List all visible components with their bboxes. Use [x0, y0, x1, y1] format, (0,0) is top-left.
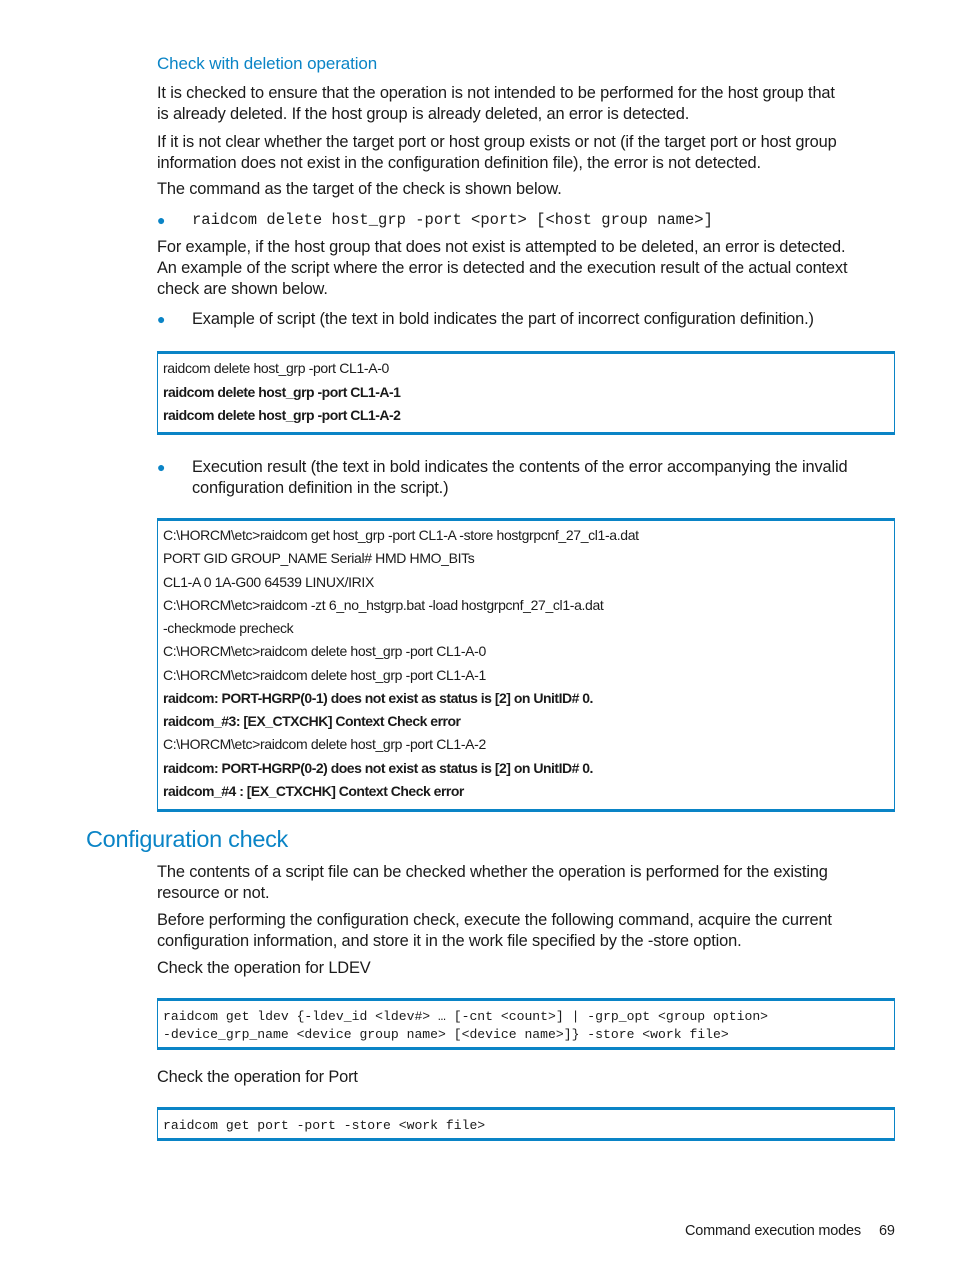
- paragraph-command-target: The command as the target of the check is shown below.: [157, 180, 562, 198]
- footer-section-title: Command execution modes: [685, 1223, 861, 1239]
- bullet-icon: ●: [157, 459, 166, 475]
- text-line: check are shown below.: [157, 280, 328, 298]
- result-line: C:\HORCM\etc>raidcom delete host_grp -port CL1-A-2: [163, 736, 486, 752]
- paragraph-example: [157, 237, 899, 300]
- text-line: information does not exist in the configuration definition file), the error is not detected.: [157, 154, 761, 172]
- result-line-error: raidcom: PORT-HGRP(0-2) does not exist as status is [2] on UnitID# 0.: [163, 760, 593, 776]
- script-line: raidcom delete host_grp -port CL1-A-0: [163, 360, 389, 376]
- script-line-bold: raidcom delete host_grp -port CL1-A-1: [163, 384, 401, 400]
- code-line: raidcom get port -port -store <work file>: [163, 1118, 486, 1133]
- text-line: resource or not.: [157, 884, 270, 902]
- bullet-text: Example of script (the text in bold indicates the part of incorrect configuration definition.): [192, 310, 814, 328]
- result-line: PORT GID GROUP_NAME Serial# HMD HMO_BITs: [163, 550, 475, 566]
- result-line-error: raidcom: PORT-HGRP(0-1) does not exist as status is [2] on UnitID# 0.: [163, 690, 593, 706]
- result-line-error: raidcom_#3: [EX_CTXCHK] Context Check error: [163, 713, 461, 729]
- text-line: If it is not clear whether the target port or host group exists or not (if the target port or host group: [157, 133, 837, 151]
- result-line: C:\HORCM\etc>raidcom get host_grp -port CL1-A -store hostgrpcnf_27_cl1-a.dat: [163, 527, 639, 543]
- result-line: C:\HORCM\etc>raidcom -zt 6_no_hstgrp.bat -load hostgrpcnf_27_cl1-a.dat: [163, 597, 604, 613]
- page-number: 69: [879, 1223, 895, 1239]
- text-line: is already deleted. If the host group is already deleted, an error is detected.: [157, 105, 690, 123]
- text-line: configuration definition in the script.): [192, 479, 449, 497]
- port-code-box: [157, 1107, 895, 1141]
- script-example-box: [157, 351, 895, 435]
- text-line: For example, if the host group that does not exist is attempted to be deleted, an error is detected.: [157, 238, 846, 256]
- paragraph-before-check: [157, 910, 899, 952]
- paragraph-config-intro: [157, 862, 899, 904]
- bullet-icon: ●: [157, 311, 166, 327]
- text-line: The contents of a script file can be checked whether the operation is performed for the existing: [157, 863, 828, 881]
- code-line: -device_grp_name <device group name> [<device name>]} -store <work file>: [163, 1027, 729, 1042]
- command-text: raidcom delete host_grp -port <port> [<host group name>]: [192, 211, 713, 229]
- section-heading: Configuration check: [86, 826, 289, 852]
- result-line: C:\HORCM\etc>raidcom delete host_grp -port CL1-A-0: [163, 643, 486, 659]
- ldev-label: Check the operation for LDEV: [157, 959, 371, 977]
- bullet-icon: ●: [157, 212, 166, 228]
- bullet-text: [192, 457, 899, 499]
- paragraph-not-detected: [157, 132, 899, 174]
- result-line: -checkmode precheck: [163, 620, 294, 636]
- code-line: raidcom get ldev {-ldev_id <ldev#> … [-cnt <count>] | -grp_opt <group option>: [163, 1009, 769, 1024]
- text-line: An example of the script where the error is detected and the execution result of the actual context: [157, 259, 848, 277]
- subsection-heading: Check with deletion operation: [157, 54, 378, 73]
- script-line-bold: raidcom delete host_grp -port CL1-A-2: [163, 407, 401, 423]
- text-line: configuration information, and store it in the work file specified by the -store option.: [157, 932, 742, 950]
- paragraph-deletion-intro: [157, 83, 899, 125]
- execution-result-box: [157, 518, 895, 812]
- port-label: Check the operation for Port: [157, 1068, 358, 1086]
- result-line: C:\HORCM\etc>raidcom delete host_grp -port CL1-A-1: [163, 667, 486, 683]
- text-line: Execution result (the text in bold indicates the contents of the error accompanying the invalid: [192, 458, 848, 476]
- text-line: It is checked to ensure that the operation is not intended to be performed for the host group that: [157, 84, 835, 102]
- result-line: CL1-A 0 1A-G00 64539 LINUX/IRIX: [163, 574, 374, 590]
- result-line-error: raidcom_#4 : [EX_CTXCHK] Context Check error: [163, 783, 464, 799]
- text-line: Before performing the configuration check, execute the following command, acquire the current: [157, 911, 832, 929]
- ldev-code-box: [157, 998, 895, 1050]
